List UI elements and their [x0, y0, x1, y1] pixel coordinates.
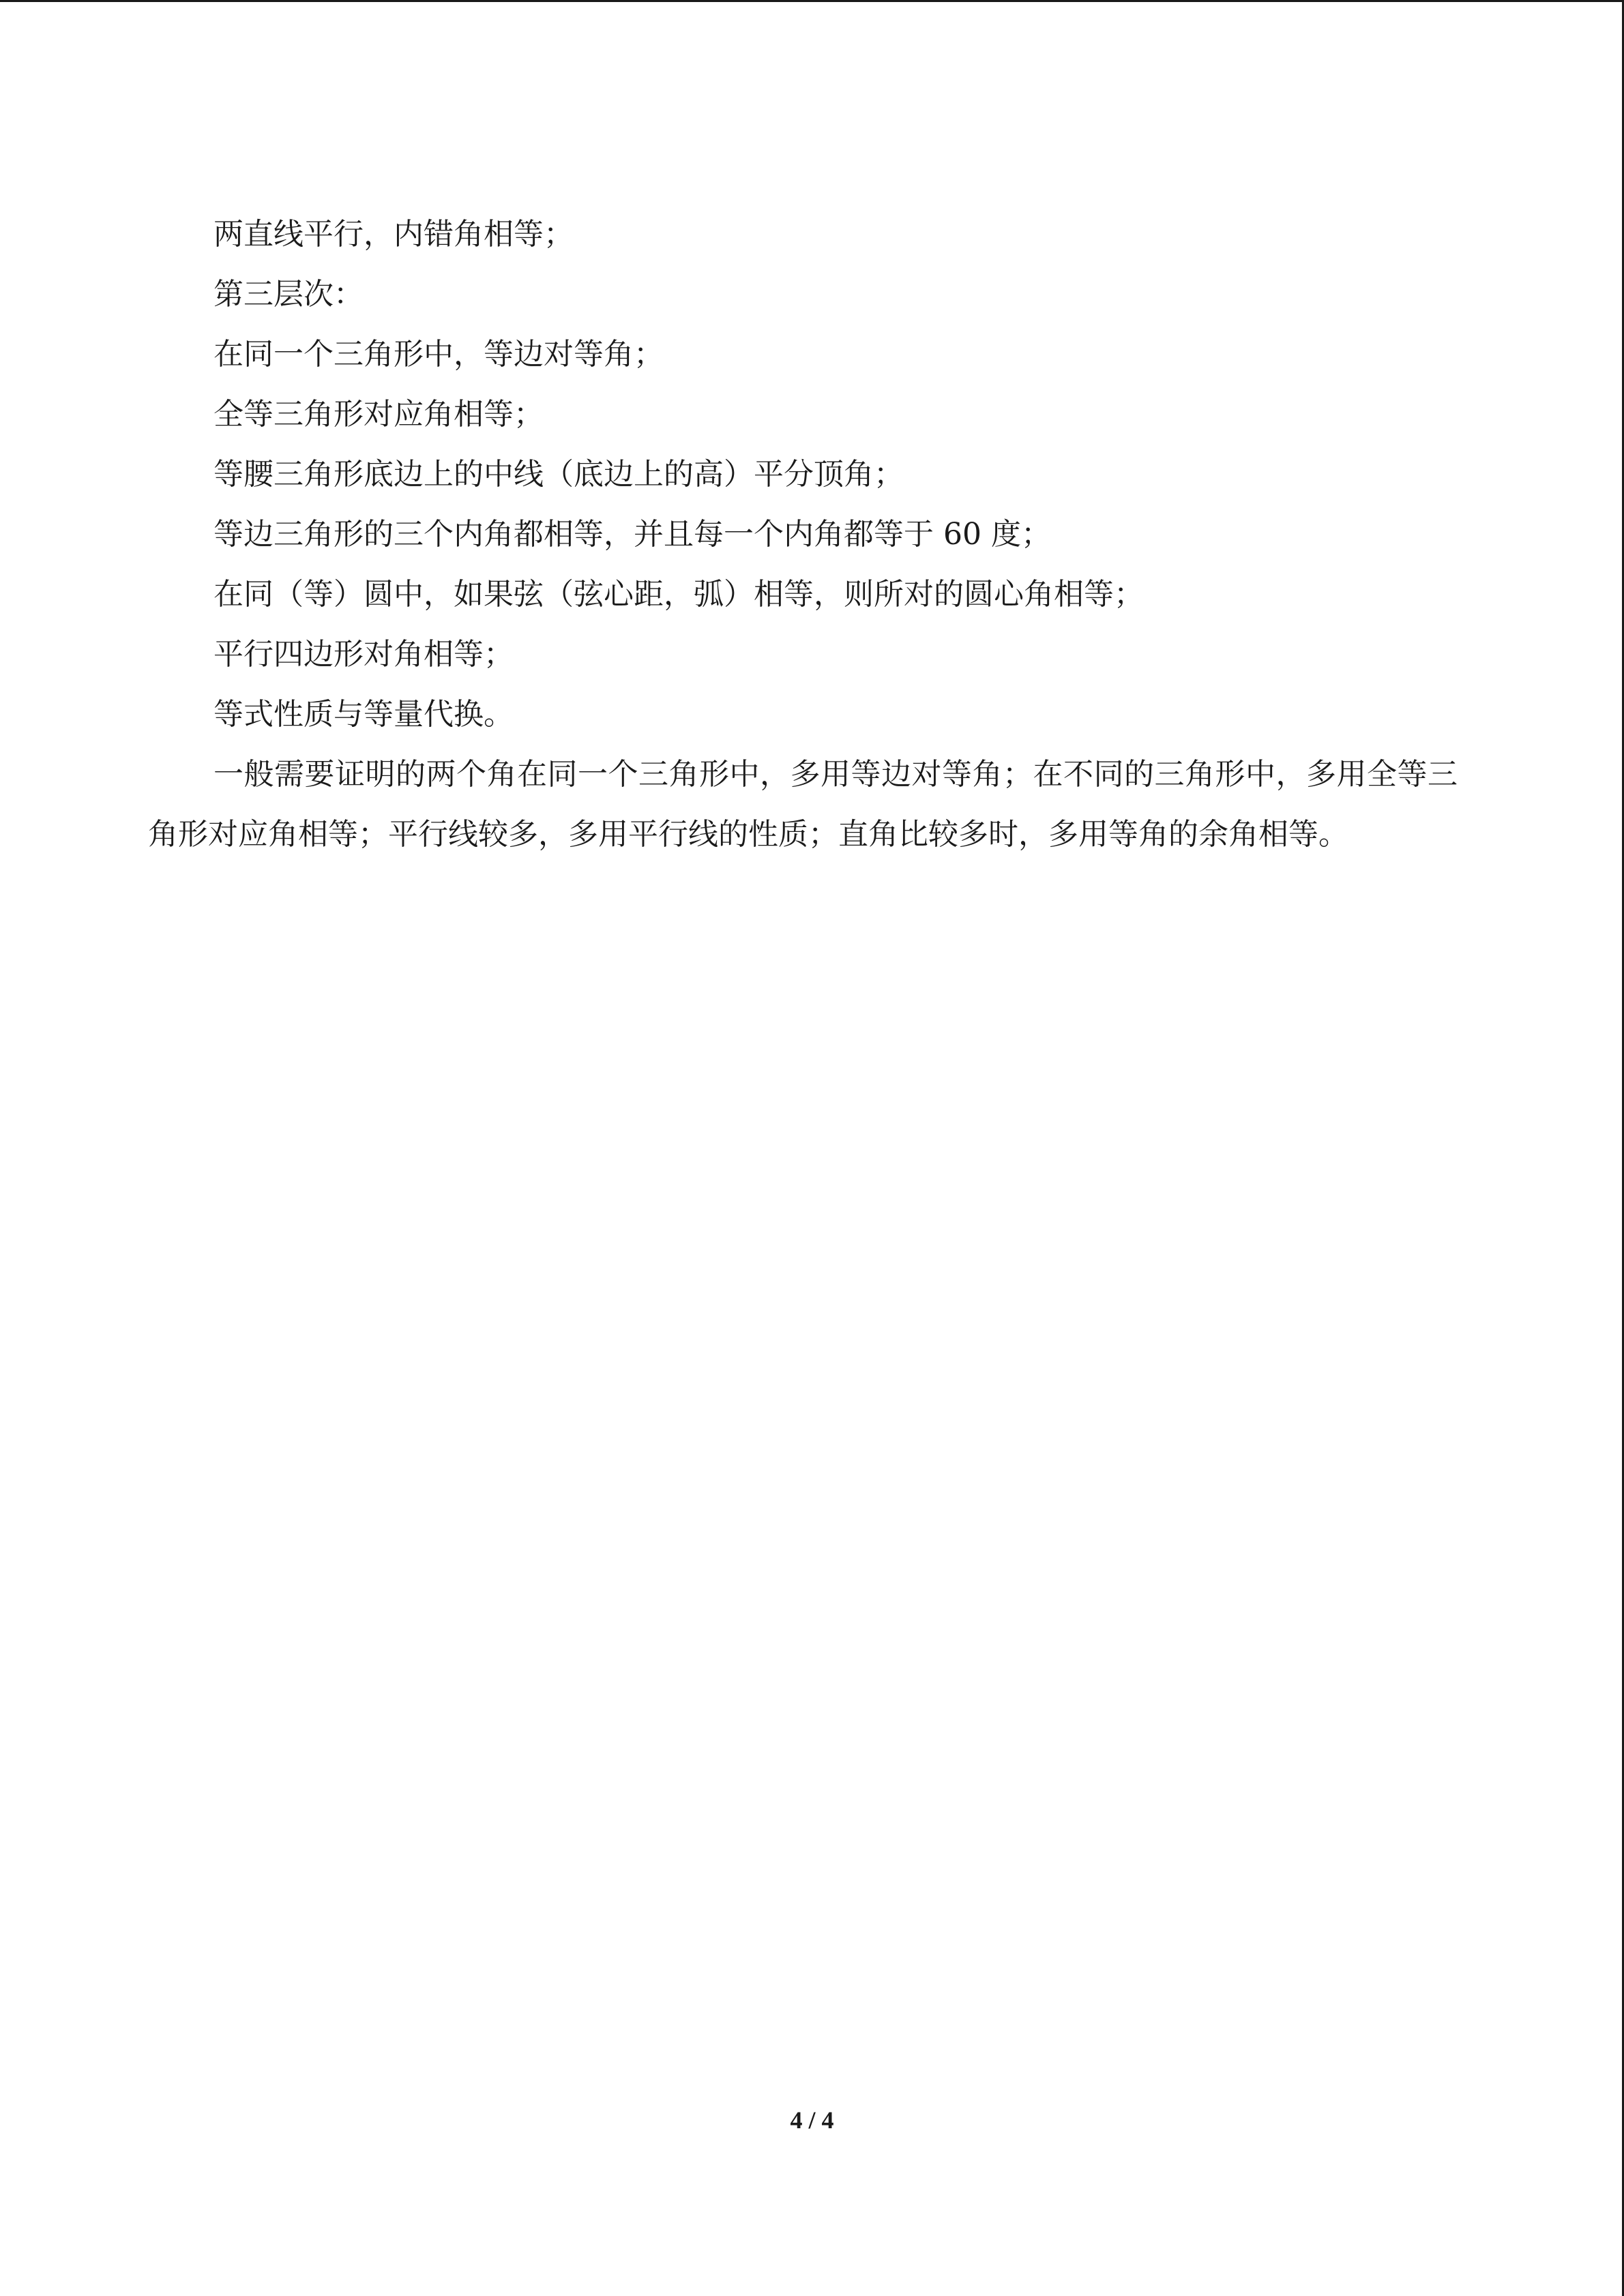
text-line-congruent-triangles: 全等三角形对应角相等；: [213, 397, 544, 432]
text-line-third-level-heading: 第三层次：: [213, 277, 364, 312]
text-line-equilateral-triangle: 等边三角形的三个内角都相等，并且每一个内角都等于 60 度；: [213, 517, 1051, 552]
text-line-same-triangle: 在同一个三角形中，等边对等角；: [213, 337, 664, 372]
page-number: 4 / 4: [790, 2106, 834, 2134]
text-line-circle-chords: 在同（等）圆中，如果弦（弦心距，弧）相等，则所对的圆心角相等；: [213, 577, 1144, 612]
text-line-parallel-lines: 两直线平行，内错角相等；: [213, 217, 574, 252]
text-line-isosceles-triangle: 等腰三角形底边上的中线（底边上的高）平分顶角；: [213, 457, 904, 492]
summary-paragraph: 一般需要证明的两个角在同一个三角形中，多用等边对等角；在不同的三角形中，多用全等三角形对应角相等；平行线较多，多用平行线的性质；直角比较多时，多用等角的余角相等。: [148, 757, 1458, 852]
text-line-equality-substitution: 等式性质与等量代换。: [213, 697, 514, 732]
document-body: [148, 205, 1458, 865]
text-line-parallelogram: 平行四边形对角相等；: [213, 637, 514, 672]
